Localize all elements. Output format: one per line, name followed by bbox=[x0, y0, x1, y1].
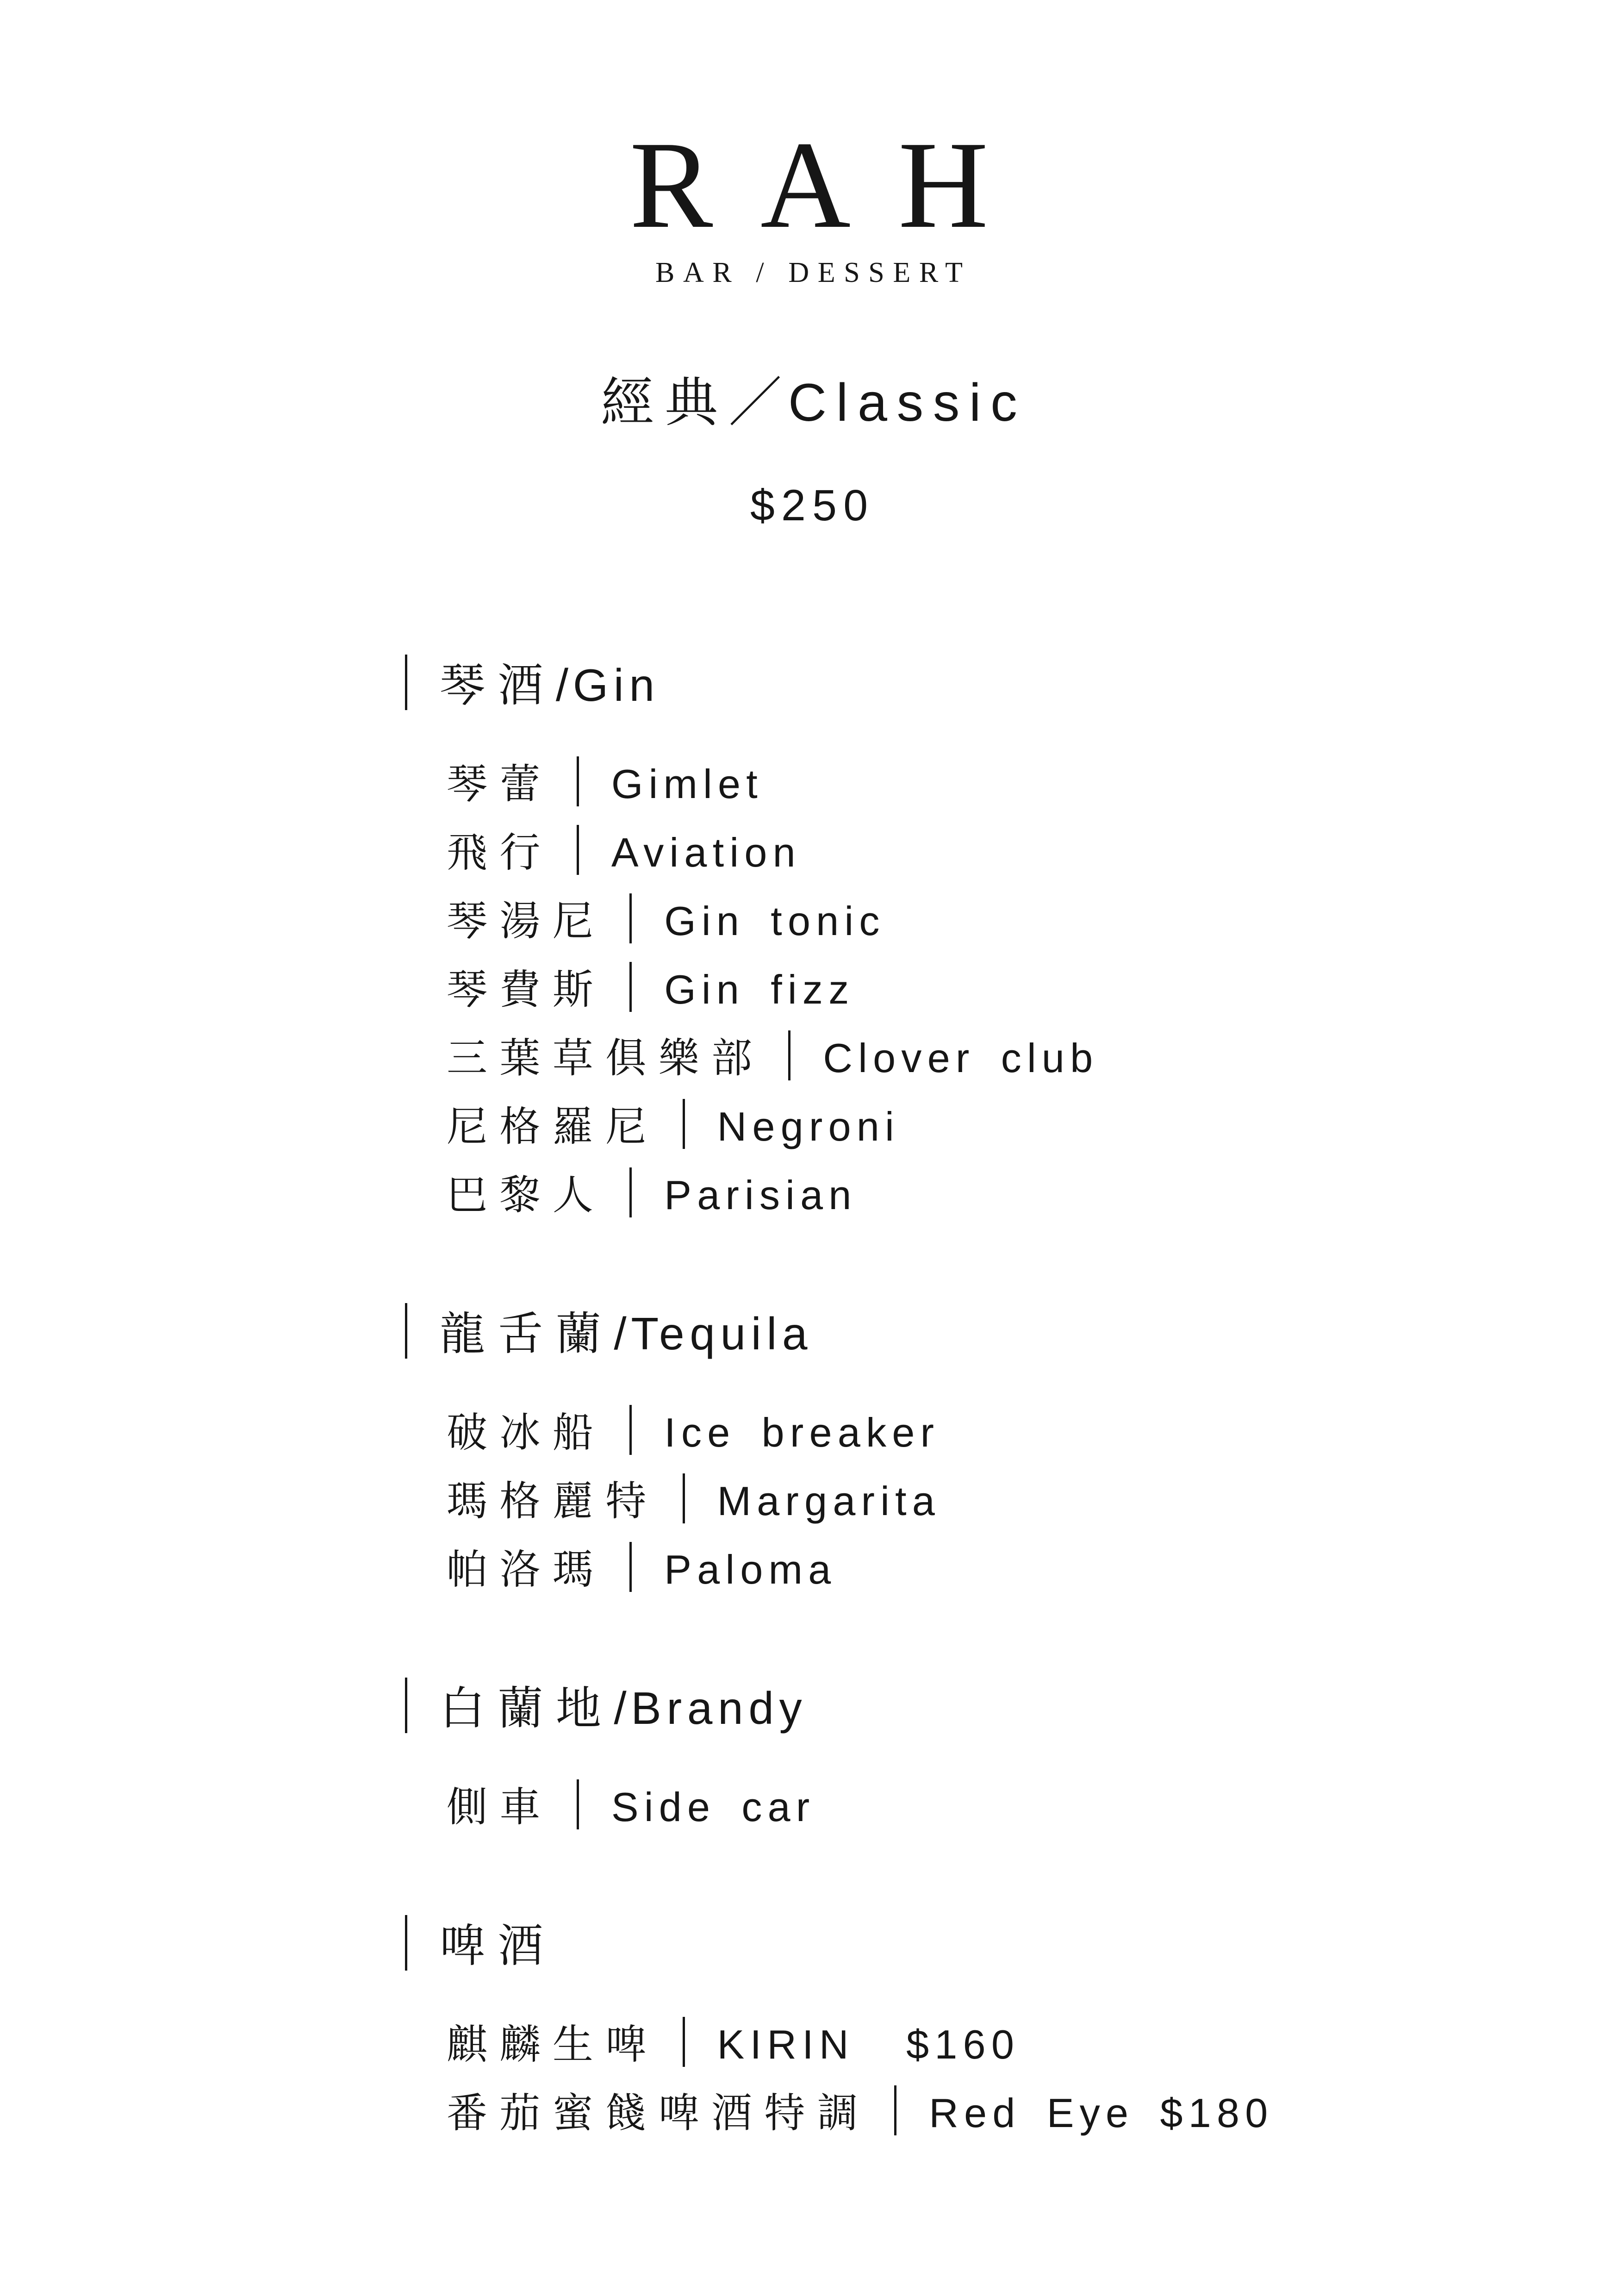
section-beer bbox=[405, 1911, 1618, 2147]
menu-item bbox=[447, 2079, 1618, 2147]
page-title-divider: ／ bbox=[728, 373, 788, 432]
item-name-zh: 琴費斯 bbox=[447, 967, 606, 1012]
item-name-en: Margarita bbox=[717, 1478, 941, 1524]
separator-bar-icon bbox=[577, 1779, 579, 1829]
item-name-en: Gimlet bbox=[611, 761, 763, 807]
section-bar-icon bbox=[405, 1915, 407, 1971]
section-bar-icon bbox=[405, 1303, 407, 1359]
separator-bar-icon bbox=[683, 2017, 685, 2066]
menu-item bbox=[447, 955, 1618, 1024]
section-title-divider: / bbox=[555, 660, 573, 711]
section-header bbox=[405, 1911, 1618, 1980]
item-name-zh: 巴黎人 bbox=[447, 1172, 606, 1218]
menu-item bbox=[447, 750, 1618, 818]
item-list bbox=[405, 1773, 1618, 1841]
item-name-en: Gin fizz bbox=[664, 967, 855, 1012]
section-title-divider: / bbox=[614, 1683, 631, 1734]
separator-bar-icon bbox=[629, 1405, 632, 1454]
menu-item bbox=[447, 1467, 1618, 1535]
item-name-zh: 側車 bbox=[447, 1784, 553, 1830]
item-name-zh: 尼格羅尼 bbox=[447, 1104, 659, 1149]
separator-bar-icon bbox=[629, 1542, 632, 1591]
menu-item bbox=[447, 1024, 1618, 1092]
item-name-en: Red Eye $180 bbox=[929, 2090, 1274, 2136]
section-title-en: Gin bbox=[573, 660, 660, 711]
item-name-zh: 帕洛瑪 bbox=[447, 1547, 606, 1592]
section-tequila bbox=[405, 1299, 1618, 1604]
item-name-en: Negroni bbox=[717, 1104, 900, 1149]
item-list bbox=[405, 1398, 1618, 1604]
section-header bbox=[405, 650, 1618, 720]
separator-bar-icon bbox=[577, 825, 579, 874]
section-title-en: Brandy bbox=[631, 1683, 808, 1734]
menu-price bbox=[0, 481, 1618, 530]
section-bar-icon bbox=[405, 1678, 407, 1733]
separator-bar-icon bbox=[577, 756, 579, 806]
section-title-divider: / bbox=[614, 1308, 631, 1359]
menu-item bbox=[447, 1535, 1618, 1604]
logo bbox=[0, 116, 1618, 255]
section-title-zh: 龍舌蘭 bbox=[440, 1308, 614, 1359]
item-name-zh: 三葉草俱樂部 bbox=[447, 1035, 765, 1081]
section-title-zh: 琴酒 bbox=[440, 660, 556, 711]
separator-bar-icon bbox=[629, 962, 632, 1011]
item-name-en: Side car bbox=[611, 1784, 815, 1830]
section-header bbox=[405, 1299, 1618, 1368]
separator-bar-icon bbox=[683, 1473, 685, 1523]
section-bar-icon bbox=[405, 655, 407, 710]
logo-tagline-text: BAR / DESSERT bbox=[655, 257, 971, 288]
item-name-en: Paloma bbox=[664, 1547, 837, 1592]
item-list bbox=[405, 750, 1618, 1229]
menu-item bbox=[447, 818, 1618, 887]
item-name-en: Parisian bbox=[664, 1172, 857, 1218]
item-list bbox=[405, 2010, 1618, 2147]
section-title-zh: 啤酒 bbox=[440, 1920, 556, 1971]
separator-bar-icon bbox=[629, 1167, 632, 1217]
menu-item bbox=[447, 1161, 1618, 1229]
logo-block bbox=[0, 116, 1618, 287]
logo-text: RAH bbox=[629, 116, 1036, 254]
item-name-zh: 破冰船 bbox=[447, 1410, 606, 1455]
item-name-zh: 琴蕾 bbox=[447, 761, 553, 807]
menu-item bbox=[447, 2010, 1618, 2079]
item-name-en: Aviation bbox=[611, 830, 801, 875]
separator-bar-icon bbox=[683, 1099, 685, 1148]
page-title-zh: 經典 bbox=[601, 373, 729, 432]
separator-bar-icon bbox=[629, 893, 632, 943]
section-brandy bbox=[405, 1673, 1618, 1841]
page-title bbox=[0, 375, 1618, 430]
item-name-en: Clover club bbox=[823, 1035, 1099, 1081]
logo-tagline bbox=[0, 258, 1618, 287]
menu-item bbox=[447, 1773, 1618, 1841]
separator-bar-icon bbox=[894, 2085, 896, 2135]
section-gin bbox=[405, 650, 1618, 1229]
item-name-zh: 琴湯尼 bbox=[447, 898, 606, 944]
section-header bbox=[405, 1673, 1618, 1743]
menu-item bbox=[447, 1398, 1618, 1467]
item-name-en: Ice breaker bbox=[664, 1410, 940, 1455]
section-title-zh: 白蘭地 bbox=[440, 1683, 614, 1734]
menu-price-text: $250 bbox=[750, 481, 875, 530]
section-title-en: Tequila bbox=[631, 1308, 813, 1359]
menu-item bbox=[447, 887, 1618, 955]
separator-bar-icon bbox=[788, 1030, 790, 1080]
page-title-en: Classic bbox=[788, 373, 1027, 432]
item-name-zh: 飛行 bbox=[447, 830, 553, 875]
item-name-zh: 番茄蜜餞啤酒特調 bbox=[447, 2090, 871, 2136]
item-name-zh: 瑪格麗特 bbox=[447, 1478, 659, 1524]
item-name-zh: 麒麟生啤 bbox=[447, 2021, 659, 2067]
item-name-en: KIRIN $160 bbox=[717, 2021, 1020, 2067]
menu-item bbox=[447, 1092, 1618, 1161]
item-name-en: Gin tonic bbox=[664, 898, 885, 944]
menu-list bbox=[0, 650, 1618, 2147]
